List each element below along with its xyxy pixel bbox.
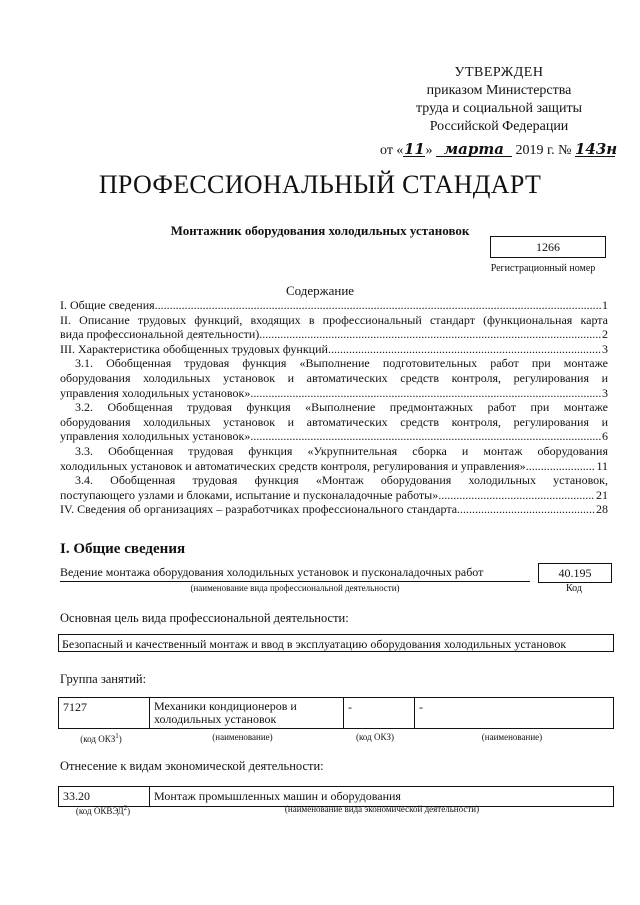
toc-text: 3.1. Обобщенная трудовая функция «Выполнение подготовительных работ при монтаже: [75, 356, 608, 371]
okved-code-cell: 33.20: [59, 787, 150, 807]
okved-name-caption: (наименование вида экономической деятельности): [284, 804, 480, 814]
approval-block: [380, 64, 618, 160]
toc-text: IV. Сведения об организациях – разработчиках профессионального стандарта: [60, 502, 458, 517]
toc-page: 1: [602, 298, 608, 312]
toc-heading: Содержание: [285, 283, 355, 298]
toc-page: 2: [602, 327, 608, 342]
toc-text: управления холодильных установок»: [60, 429, 251, 444]
toc-text: II. Описание трудовых функций, входящих в профессиональный стандарт (функциональная карта: [60, 312, 608, 327]
activity-code-box: 40.195: [538, 563, 612, 583]
approval-heading: УТВЕРЖДЕН: [454, 65, 544, 80]
toc-text: 3.4. Обобщенная трудовая функция «Монтаж оборудования холодильных установок,: [75, 473, 608, 488]
goal-label: Основная цель вида профессиональной деятельности:: [60, 611, 349, 625]
approval-line: труда и социальной защиты: [416, 101, 582, 116]
toc-page: 3: [602, 385, 608, 400]
toc-item[interactable]: [60, 400, 608, 444]
toc-item[interactable]: [60, 502, 608, 517]
toc-text: оборудования холодильных установок и автоматических средств контроля, регулирования и: [60, 414, 608, 429]
toc-item[interactable]: [60, 356, 608, 400]
okz-name-caption: (наименование): [212, 732, 273, 742]
goal-box: Безопасный и качественный монтаж и ввод в эксплуатацию оборудования холодильных установок: [58, 634, 614, 652]
toc-item[interactable]: [60, 298, 608, 313]
toc-page: 3: [602, 341, 608, 356]
toc-text: вида профессиональной деятельности): [60, 327, 260, 342]
approval-line: приказом Министерства: [426, 83, 572, 98]
toc-text: поступающего узлами и блоками, испытание и пусконаладочные работы»: [60, 487, 439, 502]
date-month: марта: [436, 142, 512, 157]
okz-code-cell-2: -: [344, 698, 415, 729]
okved-label: Отнесение к видам экономической деятельности:: [60, 759, 324, 773]
toc-item[interactable]: [60, 342, 608, 357]
toc-page: 11: [596, 458, 608, 473]
okz-name-cell: Механики кондиционеров и холодильных установок: [150, 698, 344, 729]
toc-page: 28: [596, 502, 608, 517]
page-title: ПРОФЕССИОНАЛЬНЫЙ СТАНДАРТ: [98, 170, 542, 199]
date-mid: »: [425, 143, 433, 158]
okz-name-caption-2: (наименование): [481, 732, 543, 742]
date-prefix: от «: [380, 143, 404, 158]
standard-name: Монтажник оборудования холодильных установок: [170, 223, 470, 238]
toc-text: холодильных установок и автоматических средств контроля, регулирования и управления»: [60, 458, 526, 473]
table-of-contents: [60, 298, 608, 517]
toc-text: III. Характеристика обобщенных трудовых функций: [60, 341, 328, 356]
okved-name-cell: Монтаж промышленных машин и оборудования: [150, 787, 614, 807]
okz-code-caption: (код ОКЗ$^1$): [80, 732, 122, 744]
date-day: 11: [404, 140, 425, 158]
section-heading: I. Общие сведения: [60, 541, 186, 557]
okved-code-caption: (код ОКВЭД$^2$): [75, 804, 131, 816]
order-number: 143н: [574, 140, 618, 158]
registration-number-box: 1266: [490, 236, 606, 258]
okz-code-cell: 7127: [59, 698, 150, 729]
toc-page: 6: [602, 429, 608, 444]
toc-text: управления холодильных установок»: [60, 385, 251, 400]
registration-label: Регистрационный номер: [490, 263, 596, 274]
activity-caption: (наименование вида профессиональной деятельности): [190, 583, 400, 593]
toc-text: 3.2. Обобщенная трудовая функция «Выполнение предмонтажных работ при монтаже: [75, 400, 608, 415]
okz-code-caption-2: (код ОКЗ): [356, 732, 394, 742]
approval-line: Российской Федерации: [429, 119, 569, 134]
table-row: [59, 698, 614, 729]
activity-name-field: Ведение монтажа оборудования холодильных установок и пусконаладочных работ: [60, 565, 530, 582]
code-caption: Код: [566, 583, 582, 594]
toc-item[interactable]: [60, 444, 608, 473]
toc-text: оборудования холодильных установок и автоматических средств контроля, регулирования и: [60, 370, 608, 385]
okz-name-cell-2: -: [415, 698, 614, 729]
toc-item[interactable]: [60, 313, 608, 342]
toc-text: I. Общие сведения: [60, 298, 155, 312]
toc-page: 21: [596, 487, 608, 502]
toc-item[interactable]: [60, 473, 608, 502]
occupation-group-table: [58, 697, 614, 729]
approval-date-line: [380, 136, 618, 160]
date-year: 2019 г. №: [515, 143, 572, 158]
group-label: Группа занятий:: [60, 672, 147, 686]
toc-text: 3.3. Обобщенная трудовая функция «Укрупнительная сборка и монтаж оборудования: [75, 443, 608, 458]
